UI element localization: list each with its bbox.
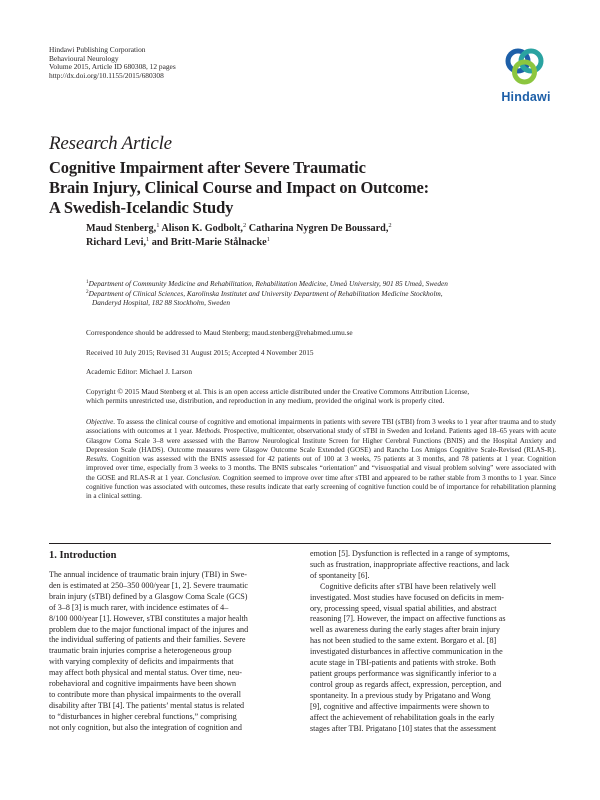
body-line: reasoning [7]. However, the impact on affective functions as [310,614,506,624]
title-line: Cognitive Impairment after Severe Traumatic [49,158,366,177]
author-affil-mark: 1 [266,236,270,244]
body-line: of 3–8 [3] is much rarer, with incidence estimates of 4– [49,602,229,612]
body-line: patient groups performance was significantly inferior to a [310,668,497,678]
right-column [310,549,552,734]
body-line: to “disturbances in higher cerebral functions,” comprising [49,711,237,721]
author-name: Maud Stenberg, [86,223,157,234]
hindawi-logo [500,45,552,107]
body-line: [9], cognitive and affective impairments were shown to [310,701,490,711]
body-line: investigated. Most studies have focused on deficits in mem- [310,592,504,602]
affiliation-2: $^2$Department of Clinical Sciences, Karolinska Institutet and University Department of Rehabilitation Medicine Stockholm, [86,288,443,298]
article-type: Research Article [49,133,172,154]
abstract-conclusion: Cognition seemed to improve over time after sTBI and appeared to be rather stable from 3 months to 1 year. Since cognitive function was associated with outcomes, these results indicate that early screening of cognitive function could be of importance for rehabilitation planning in a clinical setting. [86,473,556,501]
abstract [86,418,556,502]
body-line: affect the achievement of rehabilitation goals in the early [310,712,495,722]
body-line: the individual suffering of patients and their families. Severe [49,635,246,645]
body-line: Cognitive deficits after sTBI have been relatively well [320,581,496,591]
body-line: ory, processing speed, visual spatial abilities, and abstract [310,603,497,613]
title-line: A Swedish-Icelandic Study [49,197,234,217]
abstract-conclusion-label: Conclusion. [186,473,221,482]
body-line: well as awareness during the early stages after brain injury [310,625,500,635]
author-affil-mark: 1 [146,236,150,244]
section-divider [49,543,551,544]
copyright-notice: Copyright © 2015 Maud Stenberg et al. This is an open access article distributed under the Creative Commons Attribution License, which permits unrestricted use, distribution, and reproduction in any medium, provided the original work is properly cited. [86,387,470,406]
body-line: such as frustration, inappropriate affective reactions, and lack [310,559,510,569]
author-name: and Britt-Marie Stålnacke [151,237,267,249]
doi-link[interactable]: http://dx.doi.org/10.1155/2015/680308 [49,70,164,80]
logo-wordmark: Hindawi [501,90,551,104]
body-line: brain injury (sTBI) defined by a Glasgow Coma Scale (GCS) [49,591,248,601]
body-line: with varying complexity of deficits and impairments that [49,657,234,667]
body-line: to contribute more than physical impairments to the overall [49,689,241,699]
body-line: robehavioral and cognitive impairments have been shown [49,679,236,689]
body-line: investigated disturbances in affective communication in the [310,647,503,657]
body-line: The annual incidence of traumatic brain injury (TBI) in Swe- [49,570,248,579]
affiliation-1: $^1$Department of Community Medicine and Rehabilitation, Rehabilitation Medicine, Umeå University, 901 85 Umeå, Sweden [86,279,448,288]
hindawi-rings-icon [500,45,552,89]
body-line: disability after TBI [4]. The patients’ mental status is related [49,700,245,710]
left-column [49,570,268,734]
abstract-methods: Prospective, multicenter, observational study of sTBI in Sweden and Iceland. Patients aged 18–65 years with acute Glasgow Coma Scale 3–8 were assessed with the Barrow Neurological Institute Screen for Higher Cerebral Functions (BNIS) and the Hospital Anxiety and Depression Scale (HADS). Outcome measures were Glasgow Outcome Scale Extended (GOSE) and Rancho Los Amigos Cognitive Scale-Revised (RLAS-R). [86,427,556,454]
body-line: stages after TBI. Prigatano [10] states that the assessment [310,723,497,733]
body-line: may affect both physical and mental status. Over time, neu- [49,668,242,678]
title-line: Brain Injury, Clinical Course and Impact on Outcome: [49,177,429,197]
abstract-results-label: Results. [86,455,109,464]
author-name: Alison K. Godbolt, [161,223,243,234]
author-affil-mark: 2 [388,222,392,229]
author-name: Richard Levi, [86,237,146,249]
body-line: problem due to the major functional impact of the injures and [49,624,249,634]
body-line: control group as regards affect, expression, perception, and [310,679,502,689]
article-title [49,158,469,217]
author-list [86,222,556,251]
section-heading: 1. Introduction [49,550,117,561]
affiliations [86,279,556,308]
body-line: spontaneity. In a previous study by Prigatano and Wong [310,690,491,700]
journal-header [49,46,176,80]
abstract-methods-label: Methods. [195,427,222,436]
publisher-name: Hindawi Publishing Corporation [49,45,146,54]
journal-name: Behavioural Neurology [49,53,119,63]
body-line: acute stage in TBI-patients and patients with stroke. Both [310,658,496,668]
body-line: has not been studied to the same extent. Borgaro et al. [8] [310,636,497,646]
body-line: traumatic brain injuries comprise a heterogeneous group [49,646,232,656]
author-name: Catharina Nygren De Boussard, [248,223,389,234]
abstract-objective-label: Objective. [86,418,116,426]
body-line: emotion [5]. Dysfunction is reflected in a range of symptoms, [310,549,510,558]
body-line: 8/100 000/year [1]. However, sTBI constitutes a major health [49,613,248,623]
dates-line: Received 10 July 2015; Revised 31 August 2015; Accepted 4 November 2015 [86,348,314,357]
abstract-objective: To assess the clinical course of cognitive and emotional impairments in patients with severe TBI (sTBI) from 3 weeks to 1 year after trauma and to study associations with outcomes at 1 year. [86,418,556,436]
affiliation-2-cont: Danderyd Hospital, 182 88 Stockholm, Sweden [92,298,231,308]
academic-editor: Academic Editor: Michael J. Larson [86,367,192,376]
correspondence: Correspondence should be addressed to Maud Stenberg; maud.stenberg@rehabmed.umu.se [86,328,353,337]
body-line: not only cognition, but also the integration of cognition and [49,722,242,732]
author-affil-mark: 2 [242,222,247,229]
abstract-results: Cognition was assessed with the BNIS assessed for 42 patients out of 100 at 3 weeks, 75 patients at 3 months, and 78 patients at 1 year. Cognition improved over time, especially from 3 weeks to 3 months. The BNIS subscales “orientation” and “visuospatial and visual problem solving” were associated with the GOSE and RLAS-R at 1 year. [86,455,556,482]
body-line: den is estimated at 250–350 000/year [1, 2]. Severe traumatic [49,580,248,590]
author-affil-mark: 1 [156,222,160,229]
volume-info: Volume 2015, Article ID 680308, 12 pages [49,62,176,72]
body-line: of spontaneity [6]. [310,570,370,580]
